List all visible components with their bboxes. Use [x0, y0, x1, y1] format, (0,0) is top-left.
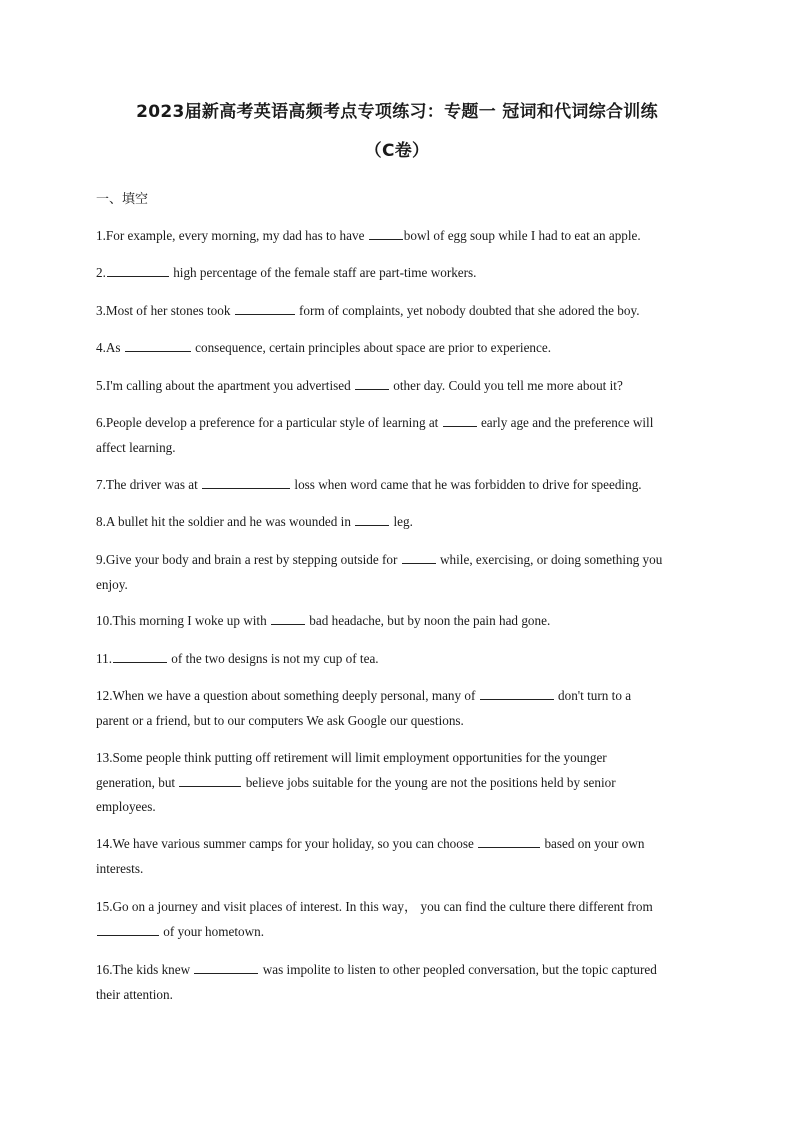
question-9	[96, 548, 698, 597]
question-7	[96, 473, 698, 498]
answer-blank	[202, 474, 290, 489]
question-text: high percentage of the female staff are part-time workers.	[169, 265, 477, 280]
question-text: was impolite to listen to other peopled conversation, but the topic captured	[259, 962, 657, 977]
question-text: leg.	[390, 514, 413, 529]
question-text: Go on a journey and visit places of interest. In this way， you can find the culture there different from	[112, 899, 653, 914]
question-text: Some people think putting off retirement will limit employment opportunities for the younger	[112, 750, 607, 765]
answer-blank	[402, 549, 436, 564]
question-text: early age and the preference will	[477, 415, 654, 430]
question-text: employees.	[96, 799, 156, 814]
question-3	[96, 299, 698, 324]
question-number: 1.	[96, 228, 106, 243]
question-text: The kids knew	[112, 962, 194, 977]
answer-blank	[355, 511, 389, 526]
question-number: 13.	[96, 750, 113, 765]
question-2	[96, 261, 698, 286]
question-text: This morning I woke up with	[112, 613, 270, 628]
question-text: enjoy.	[96, 576, 128, 592]
question-15	[96, 895, 698, 944]
question-text: form of complaints, yet nobody doubted that she adored the boy.	[295, 303, 640, 318]
document-subtitle: （C卷）	[364, 141, 430, 161]
question-text: their attention.	[96, 986, 173, 1002]
question-number: 4.	[96, 340, 106, 355]
question-text: Give your body and brain a rest by stepping outside for	[105, 552, 401, 567]
question-number: 14.	[96, 836, 113, 851]
section-heading: 一、填空	[96, 192, 149, 207]
question-text: People develop a preference for a particular style of learning at	[105, 415, 442, 430]
question-text: For example, every morning, my dad has to have	[105, 228, 368, 243]
answer-blank	[443, 412, 477, 427]
question-text: loss when word came that he was forbidden to drive for speeding.	[291, 477, 642, 492]
question-number: 12.	[96, 688, 113, 703]
question-8	[96, 510, 698, 535]
answer-blank	[480, 685, 554, 700]
question-text: consequence, certain principles about space are prior to experience.	[191, 340, 552, 355]
answer-blank	[113, 648, 167, 663]
question-text: I'm calling about the apartment you advertised	[105, 378, 354, 393]
question-5	[96, 374, 698, 399]
question-text: generation, but	[96, 774, 179, 790]
question-number: 6.	[96, 415, 106, 430]
question-text: A bullet hit the soldier and he was wounded in	[105, 514, 355, 529]
question-number: 15.	[96, 899, 113, 914]
question-number: 5.	[96, 378, 106, 393]
question-13	[96, 746, 698, 820]
answer-blank	[107, 262, 169, 277]
answer-blank	[194, 959, 258, 974]
question-6	[96, 411, 698, 460]
question-4	[96, 336, 698, 361]
question-number: 7.	[96, 477, 106, 492]
question-text: The driver was at	[105, 477, 202, 492]
question-text: bad headache, but by noon the pain had gone.	[306, 613, 551, 628]
question-text: while, exercising, or doing something you	[436, 552, 663, 567]
question-1	[96, 224, 698, 249]
question-text: bowl of egg soup while I had to eat an apple.	[403, 228, 641, 243]
question-text: based on your own	[541, 836, 645, 851]
question-text: other day. Could you tell me more about it?	[390, 378, 623, 393]
question-text: interests.	[96, 860, 144, 876]
answer-blank	[179, 772, 241, 787]
question-text: don't turn to a	[554, 688, 632, 703]
answer-blank	[125, 337, 191, 352]
answer-blank	[478, 833, 540, 848]
answer-blank	[369, 225, 403, 240]
question-number: 9.	[96, 552, 106, 567]
answer-blank	[97, 921, 159, 936]
question-16	[96, 958, 698, 1007]
question-text: believe jobs suitable for the young are not the positions held by senior	[242, 774, 616, 790]
answer-blank	[355, 375, 389, 390]
question-number: 11.	[96, 651, 112, 666]
question-text: When we have a question about something deeply personal, many of	[112, 688, 479, 703]
question-number: 8.	[96, 514, 106, 529]
question-number: 10.	[96, 613, 113, 628]
answer-blank	[271, 610, 305, 625]
question-text: As	[105, 340, 124, 355]
question-text: Most of her stones took	[105, 303, 234, 318]
question-14	[96, 832, 698, 881]
question-text: of your hometown.	[160, 923, 265, 939]
question-text: We have various summer camps for your holiday, so you can choose	[112, 836, 478, 851]
question-number: 16.	[96, 962, 113, 977]
question-12	[96, 684, 698, 733]
question-number: 2.	[96, 265, 106, 280]
question-text: of the two designs is not my cup of tea.	[168, 651, 379, 666]
document-title: 2023届新高考英语高频考点专项练习：专题一 冠词和代词综合训练	[136, 102, 658, 122]
question-10	[96, 609, 698, 634]
question-number: 3.	[96, 303, 106, 318]
question-text: affect learning.	[96, 439, 176, 455]
question-11	[96, 647, 698, 672]
question-text: parent or a friend, but to our computers We ask Google our questions.	[96, 712, 464, 728]
answer-blank	[235, 300, 295, 315]
